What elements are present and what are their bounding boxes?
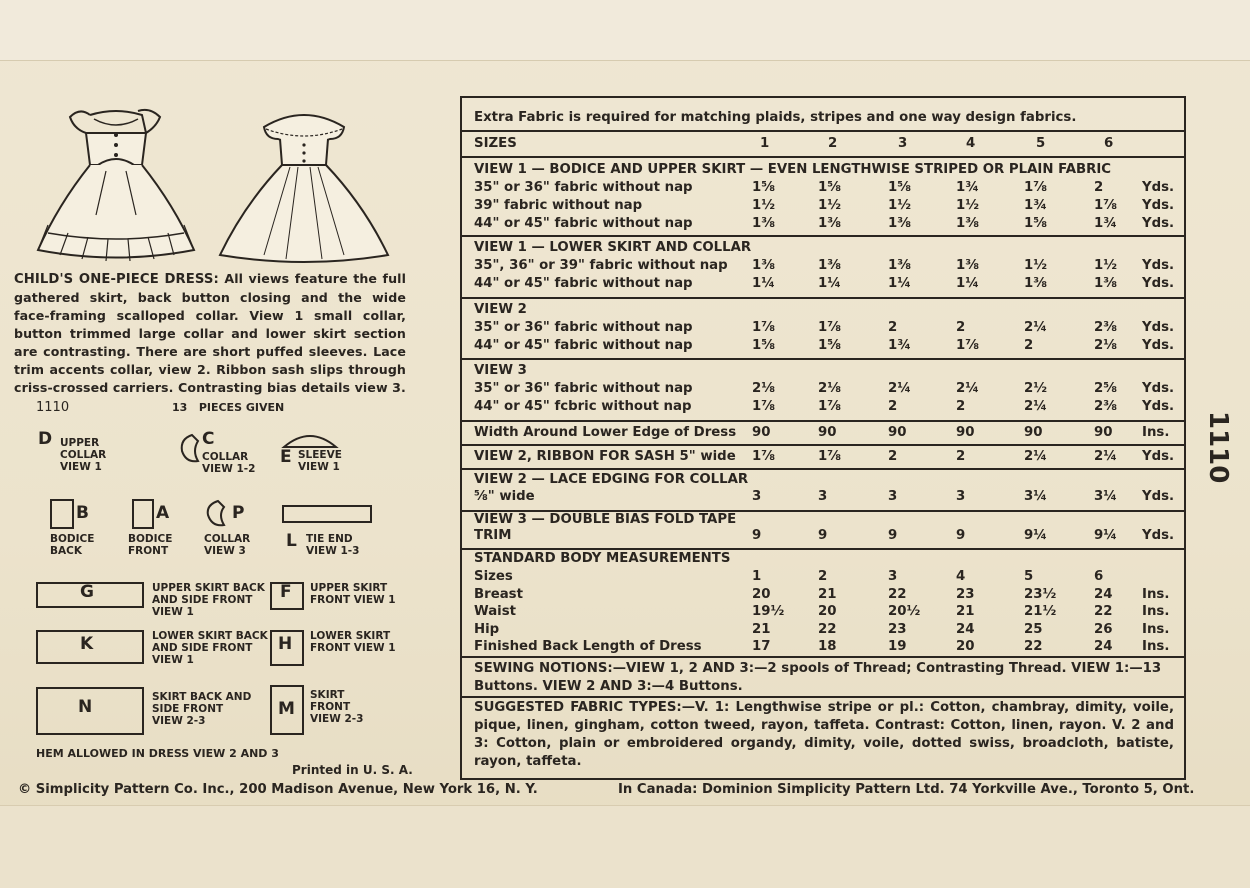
value-cell: 24 (956, 621, 975, 637)
value-cell: 3¼ (1024, 489, 1048, 504)
value-cell: 1⅝ (752, 338, 776, 353)
value-cell: 2¼ (1024, 320, 1048, 335)
row-label: ⅝" wide (474, 489, 535, 504)
unit-cell: Ins. (1142, 604, 1170, 619)
view1-upper-title: VIEW 1 — BODICE AND UPPER SKIRT — EVEN LENGTHWISE STRIPED OR PLAIN FABRIC (474, 162, 1112, 177)
value-cell: 1⅞ (818, 320, 842, 335)
piece-letter: B (76, 503, 89, 523)
table-row (462, 587, 1184, 605)
unit-cell: Yds. (1142, 399, 1175, 414)
value-cell: 1⅞ (956, 338, 980, 353)
value-cell: 21 (956, 604, 975, 619)
row-label: 44" or 45" fabric without nap (474, 338, 693, 353)
unit-cell: Yds. (1142, 180, 1175, 195)
value-cell: 1⅜ (956, 258, 980, 273)
value-cell: 3 (888, 489, 898, 504)
value-cell: 1⅞ (1024, 180, 1048, 195)
value-cell: 1½ (888, 198, 912, 213)
unit-cell: Yds. (1142, 276, 1175, 291)
value-cell: 2 (956, 320, 966, 335)
piece-d (38, 429, 107, 473)
value-cell: 1⅞ (752, 449, 776, 464)
value-cell: 20 (818, 604, 837, 619)
piece-letter: E (280, 447, 292, 467)
row-label: 35" or 36" fabric without nap (474, 381, 693, 396)
unit-cell: Yds. (1142, 258, 1175, 273)
unit-cell: Ins. (1142, 425, 1170, 440)
value-cell: 5 (1024, 569, 1034, 584)
view2-title: VIEW 2 (474, 302, 527, 317)
value-cell: 17 (752, 639, 771, 654)
value-cell: 1⅝ (888, 180, 912, 195)
size-cell: 5 (1036, 136, 1046, 151)
value-cell: 1¼ (818, 276, 842, 291)
value-cell: 23 (956, 586, 975, 602)
divider (462, 548, 1184, 550)
piece-letter: L (286, 531, 297, 551)
row-label: 35", 36" or 39" fabric without nap (474, 258, 728, 273)
value-cell: 9 (956, 528, 966, 543)
piece-label: BODICE FRONT (128, 533, 173, 557)
unit-cell: Yds. (1142, 489, 1175, 504)
value-cell: 3 (956, 489, 966, 504)
value-cell: 2⅜ (1094, 399, 1118, 414)
value-cell: 9 (818, 528, 828, 543)
piece-label: COLLAR VIEW 3 (204, 533, 251, 557)
pattern-number: 1110 (36, 400, 70, 415)
value-cell: 1⅜ (818, 258, 842, 273)
size-cell: 4 (966, 136, 976, 151)
row-label: Waist (474, 604, 516, 619)
value-cell: 22 (1094, 604, 1113, 619)
row-label: VIEW 2, RIBBON FOR SASH 5" wide (474, 449, 736, 464)
unit-cell: Yds. (1142, 216, 1175, 231)
value-cell: 2¼ (1024, 449, 1048, 464)
value-cell: 26 (1094, 621, 1113, 637)
value-cell: 2⅛ (818, 381, 842, 396)
value-cell: 2⅜ (1094, 320, 1118, 335)
value-cell: 90 (818, 425, 837, 440)
sizes-header (462, 136, 1184, 154)
unit-cell: Ins. (1142, 621, 1170, 637)
row-label: Width Around Lower Edge of Dress (474, 425, 737, 440)
piece-letter: D (38, 429, 53, 449)
piece-label: SLEEVE VIEW 1 (298, 449, 342, 473)
unit-cell: Yds. (1142, 338, 1175, 353)
value-cell: 1⅜ (888, 216, 912, 231)
value-cell: 1⅜ (1094, 276, 1118, 291)
value-cell: 21 (818, 586, 837, 602)
value-cell: 9 (752, 528, 762, 543)
value-cell: 2¼ (1024, 399, 1048, 414)
piece-letter: K (80, 634, 94, 654)
table-row (462, 622, 1184, 640)
bodice-front-shape (132, 499, 154, 529)
description-title: CHILD'S ONE-PIECE DRESS: (14, 272, 219, 287)
unit-cell: Ins. (1142, 639, 1170, 654)
unit-cell: Yds. (1142, 528, 1175, 543)
value-cell: 19½ (752, 604, 785, 619)
divider (462, 297, 1184, 299)
value-cell: 1¼ (752, 276, 776, 291)
description-text: All views feature the full gathered skirt, back button closing and the wide face-framing scalloped collar. View 1 small collar, button trimmed large collar and lower skirt section are contrasting. There are short puffed sleeves. Lace trim accents collar, view 2. Ribbon sash slips through criss-crossed carriers. Contrasting bias details view 3. (14, 271, 406, 395)
printed-in: Printed in U. S. A. (292, 763, 413, 777)
body-title: STANDARD BODY MEASUREMENTS (474, 551, 731, 566)
piece-label: LOWER SKIRT FRONT VIEW 1 (310, 630, 396, 654)
value-cell: 19 (888, 639, 907, 654)
value-cell: 22 (1024, 639, 1043, 654)
value-cell: 90 (752, 425, 771, 440)
collar-c-shape (178, 433, 202, 465)
value-cell: 18 (818, 639, 837, 654)
value-cell: 2¼ (1094, 449, 1118, 464)
value-cell: 1½ (1024, 258, 1048, 273)
table-row (462, 216, 1184, 234)
piece-label: TIE END VIEW 1-3 (306, 533, 360, 557)
collar-p-shape (204, 499, 228, 529)
table-row (462, 381, 1184, 399)
row-label: Finished Back Length of Dress (474, 639, 702, 654)
value-cell: 2 (956, 399, 966, 414)
value-cell: 1⅝ (818, 180, 842, 195)
value-cell: 1½ (956, 198, 980, 213)
value-cell: 3¼ (1094, 489, 1118, 504)
value-cell: 1⅝ (818, 338, 842, 353)
piece-label: BODICE BACK (50, 533, 95, 557)
value-cell: 1⅞ (818, 449, 842, 464)
piece-label: UPPER COLLAR VIEW 1 (60, 437, 107, 473)
size-cell: 1 (760, 136, 770, 151)
table-row (462, 449, 1184, 467)
value-cell: 2¼ (888, 381, 912, 396)
divider (462, 130, 1184, 132)
table-row (462, 338, 1184, 356)
table-row (462, 198, 1184, 216)
table-row (462, 604, 1184, 622)
value-cell: 22 (888, 586, 907, 602)
extra-fabric-note: Extra Fabric is required for matching plaids, stripes and one way design fabrics. (474, 110, 1077, 125)
size-cell: 6 (1104, 136, 1114, 151)
piece-letter: N (78, 697, 93, 717)
view1-lower-title: VIEW 1 — LOWER SKIRT AND COLLAR (474, 240, 752, 255)
value-cell: 2 (888, 399, 898, 414)
side-pattern-number: 1110 (1203, 411, 1233, 484)
table-row (462, 528, 1184, 546)
value-cell: 1¼ (956, 276, 980, 291)
value-cell: 3 (818, 489, 828, 504)
value-cell: 21 (752, 621, 771, 637)
value-cell: 1⅜ (752, 258, 776, 273)
table-row (462, 639, 1184, 657)
sizes-label: SIZES (474, 136, 517, 151)
value-cell: 1⅞ (752, 320, 776, 335)
piece-letter: M (278, 699, 295, 719)
value-cell: 3 (888, 569, 898, 584)
row-label: TRIM (474, 528, 512, 543)
value-cell: 2⅛ (1094, 338, 1118, 353)
value-cell: 1¾ (956, 180, 980, 195)
value-cell: 9 (888, 528, 898, 543)
piece-letter: A (156, 503, 170, 523)
tie-end-shape (282, 505, 372, 523)
table-row (462, 276, 1184, 294)
divider (462, 656, 1184, 658)
value-cell: 1⅜ (956, 216, 980, 231)
value-cell: 2¼ (956, 381, 980, 396)
piece-letter: F (280, 582, 292, 602)
pieces-given-label: PIECES GIVEN (198, 401, 285, 414)
unit-cell: Ins. (1142, 586, 1170, 602)
row-label: 35" or 36" fabric without nap (474, 180, 693, 195)
lace-title: VIEW 2 — LACE EDGING FOR COLLAR (474, 472, 749, 487)
value-cell: 22 (818, 621, 837, 637)
piece-letter: P (232, 503, 245, 523)
piece-label: SKIRT FRONT VIEW 2-3 (310, 689, 364, 725)
row-label: Breast (474, 586, 523, 602)
row-label: Sizes (474, 569, 513, 584)
divider (462, 468, 1184, 470)
piece-letter: C (202, 429, 215, 449)
value-cell: 2⅛ (752, 381, 776, 396)
value-cell: 4 (956, 569, 966, 584)
divider (462, 156, 1184, 158)
row-label: 44" or 45" fcbric without nap (474, 399, 692, 414)
piece-label: COLLAR VIEW 1-2 (202, 451, 256, 475)
value-cell: 3 (752, 489, 762, 504)
unit-cell: Yds. (1142, 381, 1175, 396)
value-cell: 1⅝ (752, 180, 776, 195)
left-column (14, 95, 414, 785)
row-label: 35" or 36" fabric without nap (474, 320, 693, 335)
piece-label: UPPER SKIRT BACK AND SIDE FRONT VIEW 1 (152, 582, 265, 618)
table-row (462, 425, 1184, 443)
value-cell: 1½ (818, 198, 842, 213)
view3-title: VIEW 3 (474, 363, 527, 378)
value-cell: 1⅜ (1024, 276, 1048, 291)
table-row (462, 569, 1184, 587)
bodice-back-shape (50, 499, 74, 529)
value-cell: 2 (888, 449, 898, 464)
value-cell: 90 (1094, 425, 1113, 440)
value-cell: 20 (752, 586, 771, 602)
value-cell: 90 (888, 425, 907, 440)
row-label: 44" or 45" fabric without nap (474, 276, 693, 291)
value-cell: 1¾ (888, 338, 912, 353)
value-cell: 1¾ (1024, 198, 1048, 213)
value-cell: 21½ (1024, 604, 1057, 619)
divider (462, 420, 1184, 422)
value-cell: 1½ (1094, 258, 1118, 273)
envelope-flap (0, 0, 1250, 61)
sewing-notions: SEWING NOTIONS:—VIEW 1, 2 AND 3:—2 spools of Thread; Contrasting Thread. VIEW 1:—13 Buttons. VIEW 2 AND 3:—4 Buttons. (474, 661, 1162, 694)
value-cell: 2 (888, 320, 898, 335)
value-cell: 1 (752, 569, 762, 584)
dress-front-illustration (28, 105, 203, 270)
table-row (462, 180, 1184, 198)
value-cell: 24 (1094, 586, 1113, 602)
value-cell: 2 (956, 449, 966, 464)
value-cell: 23½ (1024, 586, 1057, 602)
value-cell: 90 (956, 425, 975, 440)
piece-label: SKIRT BACK AND SIDE FRONT VIEW 2-3 (152, 691, 252, 727)
value-cell: 1⅜ (752, 216, 776, 231)
value-cell: 24 (1094, 639, 1113, 654)
bias-title: VIEW 3 — DOUBLE BIAS FOLD TAPE (474, 512, 737, 527)
divider (462, 358, 1184, 360)
row-label: 44" or 45" fabric without nap (474, 216, 693, 231)
value-cell: 20 (956, 639, 975, 654)
value-cell: 1¾ (1094, 216, 1118, 231)
value-cell: 1⅜ (818, 216, 842, 231)
pieces-given (172, 401, 284, 414)
dress-back-illustration (214, 105, 394, 270)
divider (462, 235, 1184, 237)
canada-address: In Canada: Dominion Simplicity Pattern Ltd. 74 Yorkville Ave., Toronto 5, Ont. (618, 782, 1195, 797)
value-cell: 2⅝ (1094, 381, 1118, 396)
size-cell: 2 (828, 136, 838, 151)
value-cell: 1⅞ (1094, 198, 1118, 213)
table-row (462, 258, 1184, 276)
divider (462, 444, 1184, 446)
unit-cell: Yds. (1142, 198, 1175, 213)
value-cell: 1⅞ (818, 399, 842, 414)
value-cell: 20½ (888, 604, 921, 619)
value-cell: 2½ (1024, 381, 1048, 396)
value-cell: 9¼ (1094, 528, 1118, 543)
table-row (462, 489, 1184, 507)
piece-letter: H (278, 634, 293, 654)
unit-cell: Yds. (1142, 449, 1175, 464)
row-label: Hip (474, 621, 500, 637)
value-cell: 1¼ (888, 276, 912, 291)
unit-cell: Yds. (1142, 320, 1175, 335)
value-cell: 6 (1094, 569, 1104, 584)
table-row (462, 320, 1184, 338)
size-cell: 3 (898, 136, 908, 151)
value-cell: 90 (1024, 425, 1043, 440)
yardage-table (460, 96, 1186, 780)
copyright: © Simplicity Pattern Co. Inc., 200 Madison Avenue, New York 16, N. Y. (18, 782, 538, 797)
suggested-fabrics: SUGGESTED FABRIC TYPES:—V. 1: Lengthwise stripe or pl.: Cotton, chambray, dimity, voile, pique, linen, gingham, cotton tweed, rayon, taffeta. Contrast: Cotton, linen, rayon. V. 2 and 3: Cotton, plain or embroidered organdy, dimity, voile, dotted swiss, broadcloth, batiste, rayon, taffeta. (474, 700, 1174, 769)
hem-note: HEM ALLOWED IN DRESS VIEW 2 AND 3 (36, 747, 279, 760)
piece-letter: G (80, 582, 94, 602)
piece-label: LOWER SKIRT BACK AND SIDE FRONT VIEW 1 (152, 630, 268, 666)
value-cell: 1½ (752, 198, 776, 213)
value-cell: 2 (818, 569, 828, 584)
value-cell: 23 (888, 621, 907, 637)
value-cell: 1⅞ (752, 399, 776, 414)
row-label: 39" fabric without nap (474, 198, 643, 213)
piece-label: UPPER SKIRT FRONT VIEW 1 (310, 582, 396, 606)
dress-description (14, 270, 406, 397)
value-cell: 9¼ (1024, 528, 1048, 543)
value-cell: 1⅝ (1024, 216, 1048, 231)
envelope-bottom (0, 805, 1250, 888)
pieces-count: 13 (172, 401, 188, 414)
value-cell: 1⅜ (888, 258, 912, 273)
table-row (462, 399, 1184, 417)
value-cell: 2 (1094, 180, 1104, 195)
divider (462, 696, 1184, 698)
value-cell: 25 (1024, 621, 1043, 637)
value-cell: 2 (1024, 338, 1034, 353)
